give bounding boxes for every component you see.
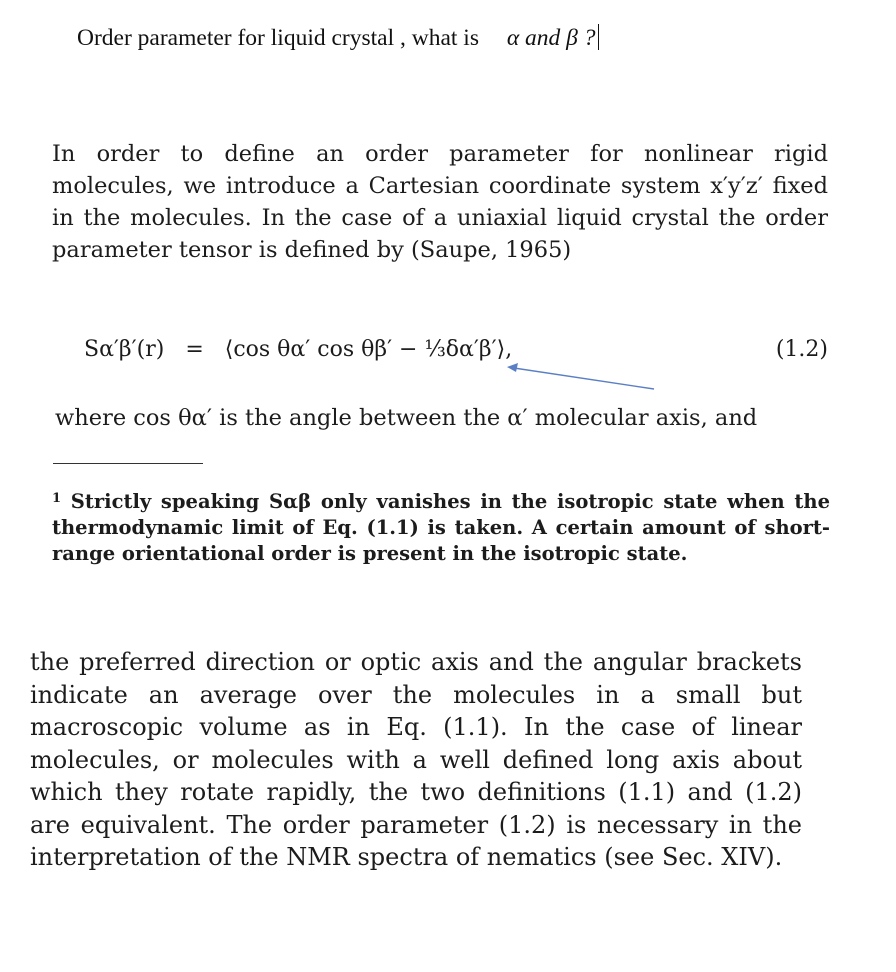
equation-number: (1.2) xyxy=(775,337,828,362)
annotation-arrow-line xyxy=(514,368,654,389)
footnote xyxy=(52,489,830,567)
question-heading xyxy=(77,24,599,52)
question-text: Order parameter for liquid crystal , what is xyxy=(77,25,479,51)
equation-1-2 xyxy=(84,334,828,366)
footnote-divider xyxy=(53,463,203,464)
paragraph-definition: In order to define an order parameter for nonlinear rigid molecules, we introduce a Cartesian coordinate system x′y′z′ fixed in the molecules. In the case of a uniaxial liquid crystal the order parameter tensor is defined by (Saupe, 1965) xyxy=(52,141,828,263)
equation-body xyxy=(84,337,512,362)
equation-equals: = xyxy=(185,337,204,362)
equation-rhs: ⟨cos θα′ cos θβ′ − ⅓δα′β′⟩, xyxy=(224,337,513,362)
paragraph-continuation: the preferred direction or optic axis and the angular brackets indicate an average over the molecules in a small but macroscopic volume as in Eq. (1.1). In the case of linear molecules, or molecules with a well defined long axis about which they rotate rapidly, the two definitions (1.1) and (1.2) are equivalent. The order parameter (1.2) is necessary in the interpretation of the NMR spectra of nematics (see Sec. XIV). xyxy=(30,648,802,871)
equation-lhs: Sα′β′(r) xyxy=(84,337,165,362)
text-cursor xyxy=(598,24,600,50)
footnote-text: Strictly speaking Sαβ only vanishes in the isotropic state when the thermodynamic limit of Eq. (1.1) is taken. A certain amount of short-range orientational order is present in the isotropic state. xyxy=(52,490,830,565)
question-symbols: α and β ? xyxy=(506,25,596,51)
footnote-mark: 1 xyxy=(52,491,62,506)
where-line: where cos θα′ is the angle between the α′ molecular axis, and xyxy=(55,405,758,431)
